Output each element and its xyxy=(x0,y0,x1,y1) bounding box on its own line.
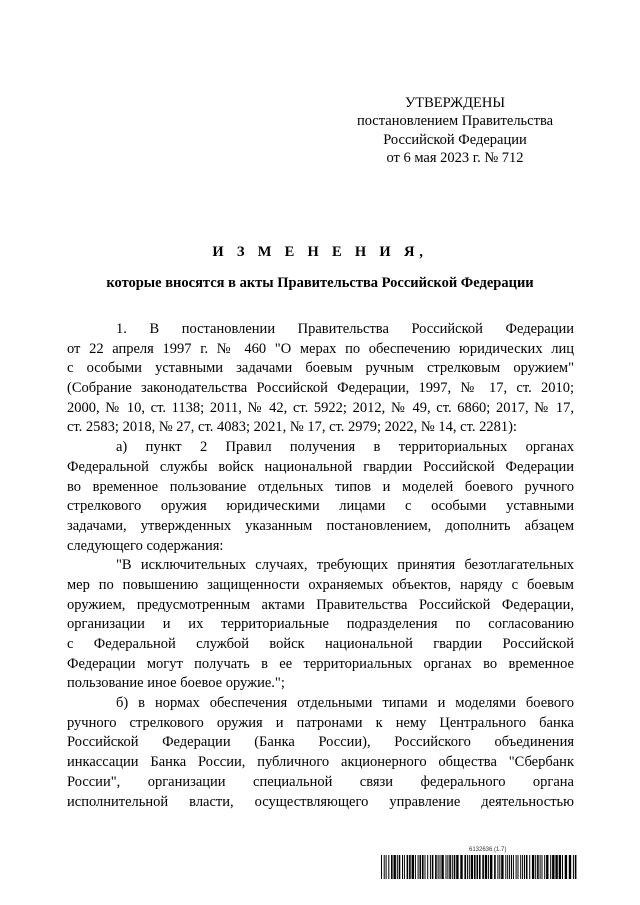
barcode-bar xyxy=(522,855,523,879)
barcode-bar xyxy=(415,855,416,879)
barcode-bar xyxy=(427,855,428,879)
barcode-bar xyxy=(477,855,479,879)
barcode-bar xyxy=(460,855,462,879)
barcode-bar xyxy=(488,855,489,879)
barcode-bar xyxy=(532,855,534,879)
barcode-bar xyxy=(575,855,577,879)
barcode-bar xyxy=(447,855,448,879)
approval-date-number: от 6 мая 2023 г. № 712 xyxy=(386,149,524,166)
body-line: оружием, предусмотренным актами Правительства Российской Федерации, xyxy=(67,596,574,613)
barcode-bar xyxy=(526,855,528,879)
body-line: (Собрание законодательства Российской Федерации, 1997, № 17, ст. 2010; xyxy=(67,380,574,397)
barcode-bar xyxy=(555,855,557,879)
body-line: с особыми уставными задачами боевым ручным стрелковым оружием" xyxy=(67,360,574,377)
barcode-bar xyxy=(456,855,458,879)
barcode-bar xyxy=(509,855,510,879)
barcode-bar xyxy=(394,855,396,879)
barcode-bar xyxy=(471,855,473,879)
barcode-bar xyxy=(452,855,453,879)
barcode-bar xyxy=(381,855,382,879)
approval-line-2: постановлением Правительства xyxy=(356,113,554,130)
barcode-bar xyxy=(513,855,514,879)
body-line: с Федеральной службой войск национальной гвардии Российской xyxy=(67,636,574,652)
barcode-bar xyxy=(441,855,443,879)
barcode-bar xyxy=(432,855,434,879)
barcode-bar xyxy=(552,855,554,879)
barcode-bar xyxy=(573,855,574,879)
barcode-bar xyxy=(435,855,437,879)
barcode-bar xyxy=(407,855,409,879)
body-line: задачами, утвержденных указанным постановлением, дополнить абзацем xyxy=(67,517,574,534)
barcode-bar xyxy=(469,855,470,879)
barcode-bar xyxy=(511,855,512,879)
body-line: "В исключительных случаях, требующих принятия безотлагательных xyxy=(116,557,574,574)
barcode-bar xyxy=(535,855,536,879)
body-line: Российской Федерации (Банка России), Российского объединения xyxy=(67,734,574,751)
barcode-bar xyxy=(404,855,405,879)
barcode-bar xyxy=(467,855,468,879)
barcode-bar xyxy=(449,855,451,879)
barcode-bar xyxy=(386,855,387,879)
barcode-bar xyxy=(516,855,517,879)
body-line: России", организации специальной связи федерального органа xyxy=(67,773,574,790)
barcode-icon xyxy=(381,855,578,879)
barcode-bar xyxy=(446,855,447,879)
barcode-bar xyxy=(507,855,508,879)
barcode-bar xyxy=(550,855,551,879)
barcode-bar xyxy=(546,855,548,879)
body-line: пользование иное боевое оружие."; xyxy=(67,675,285,692)
barcode-bar xyxy=(399,855,401,879)
barcode-bar xyxy=(559,855,561,879)
body-line: 1. В постановлении Правительства Российской Федерации xyxy=(116,321,574,337)
barcode-bar xyxy=(464,855,466,879)
body-line: исполнительной власти, осуществляющего управление деятельностью xyxy=(67,793,574,810)
barcode-bar xyxy=(490,855,492,879)
barcode-bar xyxy=(391,855,393,879)
barcode-number: 6132636 (1.7) xyxy=(469,847,507,853)
barcode-bar xyxy=(501,855,503,879)
body-line: б) в нормах обеспечения отдельными типами и моделями боевого xyxy=(116,695,574,712)
approval-heading: УТВЕРЖДЕНЫ xyxy=(404,95,506,111)
barcode-bar xyxy=(388,855,389,879)
barcode-bar xyxy=(499,855,500,879)
barcode-bar xyxy=(397,855,398,879)
barcode-bar xyxy=(402,855,403,879)
barcode-bar xyxy=(418,855,419,879)
body-line: организации и их территориальные подразделения по согласованию xyxy=(67,616,574,633)
body-line: 2000, № 10, ст. 1138; 2011, № 42, ст. 5922; 2012, № 49, ст. 6860; 2017, № 17, xyxy=(67,399,574,416)
barcode-bar xyxy=(479,855,481,879)
barcode-bar xyxy=(520,855,521,879)
body-line: Федеральной службы войск национальной гвардии Российской Федерации xyxy=(67,458,574,475)
body-line: ручного стрелкового оружия и патронами к нему Центрального банка xyxy=(67,714,574,731)
body-line: а) пункт 2 Правил получения в территориальных органах xyxy=(116,439,574,456)
body-line: ст. 2583; 2018, № 27, ст. 4083; 2021, № 17, ст. 2979; 2022, № 14, ст. 2281): xyxy=(67,419,517,436)
barcode-bar xyxy=(422,855,424,879)
barcode-bar xyxy=(440,855,441,879)
body-line: инкассации Банка России, публичного акционерного общества "Сбербанк xyxy=(67,754,574,771)
barcode-bar xyxy=(542,855,543,879)
barcode-bar xyxy=(412,855,414,879)
body-line: Федерации могут получать в ее территориальных органах во временное xyxy=(67,655,574,672)
barcode-bar xyxy=(485,855,487,879)
barcode-bar xyxy=(569,855,571,879)
body-line: стрелкового оружия юридическими лицами с особыми уставными xyxy=(67,498,574,515)
body-line: мер по повышению защищенности охраняемых объектов, наряду с боевым xyxy=(67,576,574,593)
barcode-bar xyxy=(497,855,498,879)
barcode-bar xyxy=(409,855,411,879)
barcode-bar xyxy=(540,855,541,879)
barcode-bar xyxy=(529,855,530,879)
barcode-bar xyxy=(482,855,484,879)
barcode-bar xyxy=(524,855,525,879)
barcode-bar xyxy=(494,855,496,879)
barcode-bar xyxy=(537,855,539,879)
barcode-bar xyxy=(518,855,519,879)
barcode-bar xyxy=(505,855,506,879)
barcode-bar xyxy=(454,855,456,879)
document-title: И З М Е Н Е Н И Я, xyxy=(212,244,428,260)
barcode-bar xyxy=(430,855,431,879)
barcode-bar xyxy=(425,855,426,879)
approval-line-3: Российской Федерации xyxy=(383,131,527,148)
body-line: от 22 апреля 1997 г. № 460 "О мерах по обеспечению юридических лиц xyxy=(67,340,574,357)
barcode-bar xyxy=(474,855,476,879)
barcode-bar xyxy=(384,855,385,879)
barcode-bar xyxy=(420,855,422,879)
approval-block xyxy=(330,94,580,167)
document-body xyxy=(67,320,574,812)
barcode-bar xyxy=(562,855,563,879)
barcode-bar xyxy=(544,855,545,879)
barcode-bar xyxy=(438,855,439,879)
document-subtitle: которые вносятся в акты Правительства Российской Федерации xyxy=(106,275,534,291)
body-line: следующего содержания: xyxy=(67,537,224,554)
barcode-bar xyxy=(565,855,567,879)
body-line: во временное пользование отдельных типов и моделей боевого ручного xyxy=(67,478,574,495)
